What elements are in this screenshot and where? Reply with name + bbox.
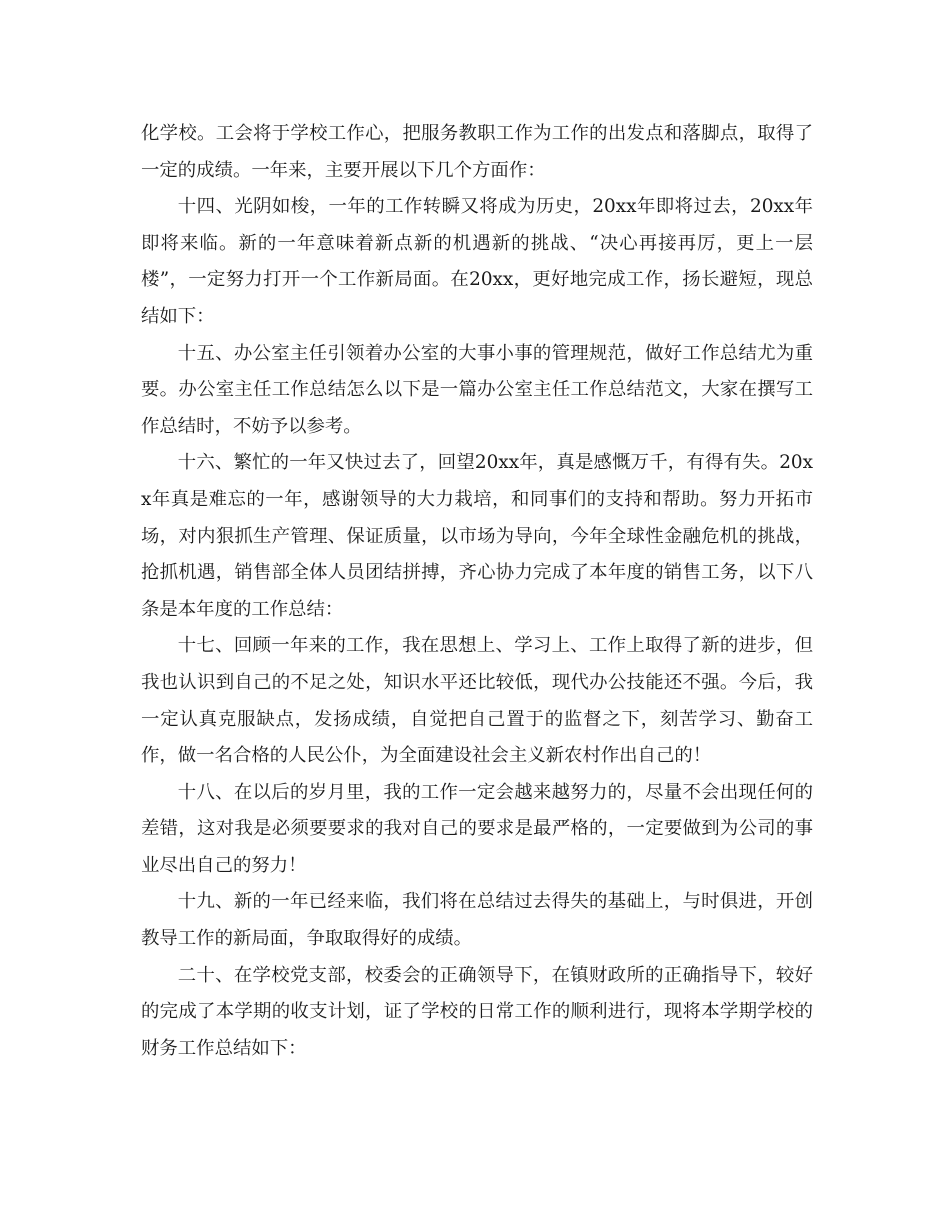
paragraph-continuation: 化学校。工会将于学校工作心，把服务教职工作为工作的出发点和落脚点，取得了一定的成绩。一年来，主要开展以下几个方面作： [141,123,813,181]
paragraph-19: 十九、新的一年已经来临，我们将在总结过去得失的基础上，与时俱进，开创教导工作的新局面，争取取得好的成绩。 [141,891,813,950]
document-body [141,116,813,1067]
paragraph-18: 十八、在以后的岁月里，我的工作一定会越来越努力的，尽量不会出现任何的差错，这对我是必须要要求的我对自己的要求是最严格的，一定要做到为公司的事业尽出自己的努力！ [141,781,813,876]
paragraph-14: 十四、光阴如梭，一年的工作转瞬又将成为历史，20xx年即将过去，20xx年即将来临。新的一年意味着新点新的机遇新的挑战、“决心再接再厉，更上一层楼”，一定努力打开一个工作新局面。在20xx，更好地完成工作，扬长避短，现总结如下： [141,196,813,327]
paragraph-16: 十六、繁忙的一年又快过去了，回望20xx年，真是感慨万千，有得有失。20xx年真是难忘的一年，感谢领导的大力栽培，和同事们的支持和帮助。努力开拓市场，对内狠抓生产管理、保证质量，以市场为导向，今年全球性金融危机的挑战，抢抓机遇，销售部全体人员团结拼搏，齐心协力完成了本年度的销售工务，以下八条是本年度的工作总结： [141,452,813,620]
paragraph-17: 十七、回顾一年来的工作，我在思想上、学习上、工作上取得了新的进步，但我也认识到自己的不足之处，知识水平还比较低，现代办公技能还不强。今后，我一定认真克服缺点，发扬成绩，自觉把自己置于的监督之下，刻苦学习、勤奋工作，做一名合格的人民公仆，为全面建设社会主义新农村作出自己的！ [141,635,813,767]
paragraph-15: 十五、办公室主任引领着办公室的大事小事的管理规范，做好工作总结尤为重要。办公室主任工作总结怎么以下是一篇办公室主任工作总结范文，大家在撰写工作总结时，不妨予以参考。 [141,342,813,437]
paragraph-20: 二十、在学校党支部，校委会的正确领导下，在镇财政所的正确指导下，较好的完成了本学期的收支计划，证了学校的日常工作的顺利进行，现将本学期学校的财务工作总结如下： [141,964,813,1059]
